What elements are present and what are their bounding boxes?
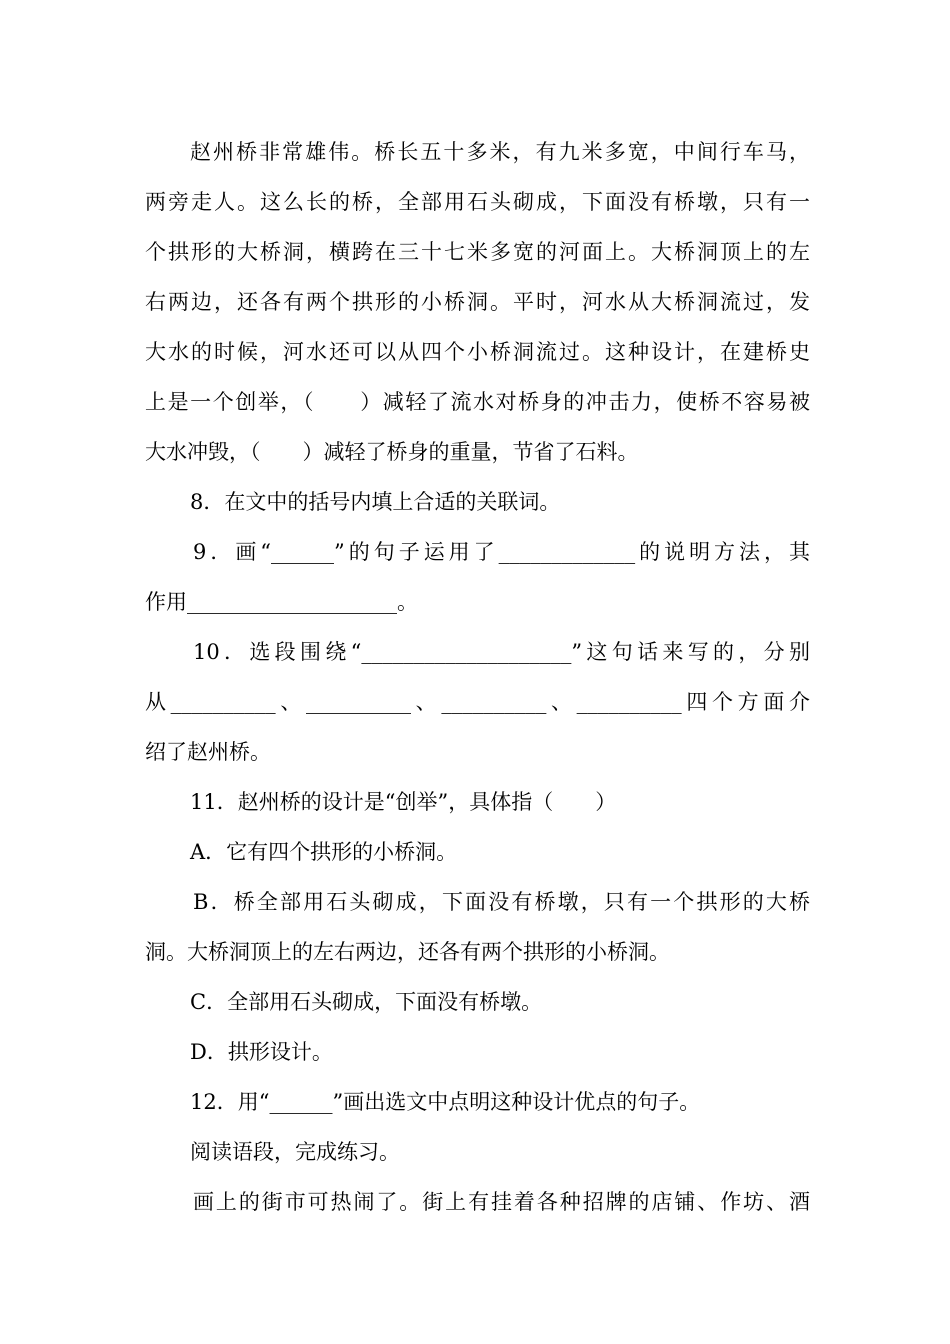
- question-11-option-b-line-2: 洞。大桥洞顶上的左右两边，还各有两个拱形的小桥洞。: [145, 940, 670, 964]
- passage-line-6: 上是一个创举，（ ）减轻了流水对桥身的冲击力，使桥不容易被: [145, 390, 810, 414]
- passage-line-3: 个拱形的大桥洞，横跨在三十七米多宽的河面上。大桥洞顶上的左: [145, 240, 810, 264]
- passage-line-5: 大水的时候，河水还可以从四个小桥洞流过。这种设计，在建桥史: [145, 340, 810, 364]
- question-10-line-1: 10．选段围绕“____________________”这句话来写的，分别: [193, 640, 810, 664]
- question-11-text: 11．赵州桥的设计是“创举”，具体指（ ）: [190, 790, 617, 814]
- question-9-line-1: 9．画“______”的句子运用了_____________的说明方法，其: [193, 540, 810, 564]
- question-8-text: 8．在文中的括号内填上合适的关联词。: [190, 490, 561, 514]
- passage-line-7: 大水冲毁，（ ）减轻了桥身的重量，节省了石料。: [145, 440, 639, 464]
- question-11-option-d: D．拱形设计。: [190, 1040, 333, 1064]
- question-9-line-2: 作用____________________。: [145, 590, 418, 614]
- question-11-option-c: C．全部用石头砌成，下面没有桥墩。: [190, 990, 543, 1014]
- passage-line-4: 右两边，还各有两个拱形的小桥洞。平时，河水从大桥洞流过，发: [145, 290, 810, 314]
- passage-line-1: 赵州桥非常雄伟。桥长五十多米，有九米多宽，中间行车马，: [190, 140, 810, 164]
- passage-2-line-1: 画上的街市可热闹了。街上有挂着各种招牌的店铺、作坊、酒: [193, 1190, 810, 1214]
- question-11-option-b-line-1: B．桥全部用石头砌成，下面没有桥墩，只有一个拱形的大桥: [193, 890, 810, 914]
- question-12-text: 12．用“______”画出选文中点明这种设计优点的句子。: [190, 1090, 701, 1114]
- question-10-line-2: 从__________、__________、__________、__________四个方面介: [145, 690, 810, 714]
- question-10-line-3: 绍了赵州桥。: [145, 740, 271, 764]
- passage-line-2: 两旁走人。这么长的桥，全部用石头砌成，下面没有桥墩，只有一: [145, 190, 810, 214]
- question-11-option-a: A．它有四个拱形的小桥洞。: [190, 840, 458, 864]
- section-heading: 阅读语段，完成练习。: [190, 1140, 400, 1164]
